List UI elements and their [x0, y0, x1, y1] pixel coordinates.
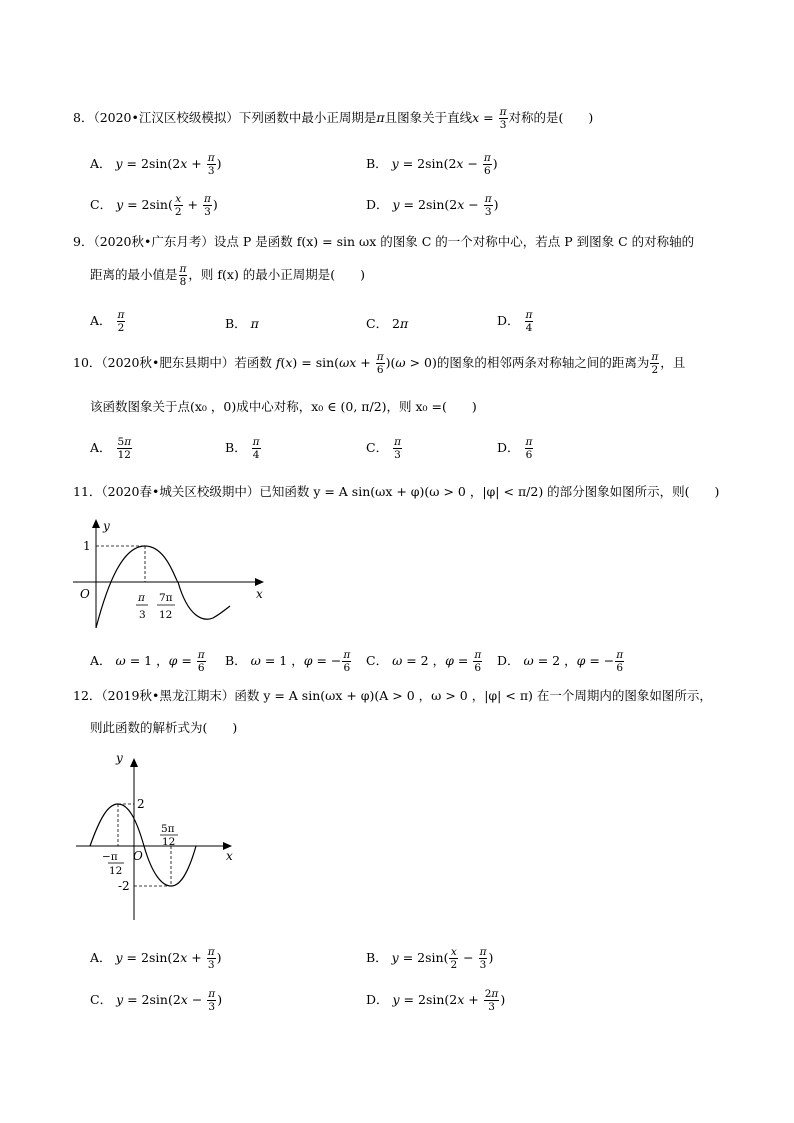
question-12-option-b[interactable]: B． y = 2sin( $\frac{x}{2}$ − $\frac{\pi}{3}$ ) [366, 946, 494, 971]
question-11-stem: 11．（2020春•城关区校级期中）已知函数 y = A sin(ωx + φ)(ω > 0 ，|φ| < π/2) 的部分图象如图所示，则( ) [73, 484, 720, 499]
x-label: x [256, 587, 263, 601]
x-label: x [226, 849, 233, 863]
tick-neg-pi-over-12-num: −π [102, 851, 118, 863]
question-8-option-b[interactable]: B． y = 2sin(2x − $\frac{\pi}{6}$ ) [366, 152, 498, 177]
question-8-option-c[interactable]: C． y = 2sin( $\frac{x}{2}$ + $\frac{\pi}{3}$ ) [90, 193, 218, 218]
tick-pi-over-3-den: 3 [139, 609, 146, 621]
question-10-option-b[interactable]: B． $\frac{\pi}{4}$ [225, 436, 260, 461]
question-10-line-1: 10．（2020秋•肥东县期中）若函数 f(x) = sin(ωx + $\frac{\pi}{6}$ )(ω > 0)的图象的相邻两条对称轴之间的距离为 $\frac{\pi}{2}$ ，且 [73, 351, 686, 376]
tick-5pi-over-12-den: 12 [162, 836, 176, 848]
question-11-graph [68, 512, 278, 637]
y-axis-arrow [92, 519, 100, 528]
tick-bottom: -2 [118, 879, 130, 893]
tick-top: 2 [137, 797, 145, 811]
tick-5pi-over-12-num: 5π [161, 823, 175, 835]
y-label: y [116, 751, 123, 765]
question-12-option-c[interactable]: C． y = 2sin(2x − $\frac{\pi}{3}$ ) [90, 988, 223, 1013]
origin-label: O [133, 849, 143, 863]
question-10-line-2: 该函数图象关于点(x₀ ，0)成中心对称，x₀ ∈ (0, π/2)，则 x₀ =( ) [90, 399, 477, 414]
question-12-option-a[interactable]: A． y = 2sin(2x + $\frac{\pi}{3}$ ) [90, 946, 222, 971]
question-11-option-b[interactable]: B． ω = 1 ，φ = − $\frac{\pi}{6}$ [225, 649, 351, 674]
question-9-option-c[interactable]: C． 2π [366, 316, 409, 331]
question-11-option-c[interactable]: C． ω = 2 ，φ = $\frac{\pi}{6}$ [366, 649, 482, 674]
question-10-option-c[interactable]: C． $\frac{\pi}{3}$ [366, 436, 401, 461]
question-12-line-1: 12．（2019秋•黑龙江期末）函数 y = A sin(ωx + φ)(A > 0 ，ω > 0 ，|φ| < π) 在一个周期内的图象如图所示， [73, 688, 712, 703]
tick-7pi-over-12-num: 7π [159, 592, 173, 604]
question-8-option-d[interactable]: D． y = 2sin(2x − $\frac{\pi}{3}$ ) [366, 193, 499, 218]
question-9-line-2: 距离的最小值是 $\frac{\pi}{8}$ ，则 f(x) 的最小正周期是( ) [90, 263, 366, 288]
tick-pi-over-3-num: π [138, 592, 145, 604]
tick-one: 1 [83, 539, 91, 553]
y-axis-arrow [130, 758, 138, 767]
tick-neg-pi-over-12-den: 12 [109, 865, 123, 877]
question-8-stem: 8．（2020•江汉区校级模拟）下列函数中最小正周期是π且图象关于直线x = $\frac{\pi}{3}$ 对称的是( ) [73, 106, 594, 131]
sine-curve [90, 804, 196, 886]
question-11-option-d[interactable]: D． ω = 2 ，φ = − $\frac{\pi}{6}$ [497, 649, 624, 674]
question-12-line-2: 则此函数的解析式为( ) [90, 720, 238, 735]
y-label: y [103, 519, 110, 533]
question-11-option-a[interactable]: A． ω = 1 ，φ = $\frac{\pi}{6}$ [90, 649, 205, 674]
question-9-option-d[interactable]: D． $\frac{\pi}{4}$ [497, 309, 533, 334]
question-8-option-a[interactable]: A． y = 2sin(2x + $\frac{\pi}{3}$ ) [90, 152, 222, 177]
question-10-option-a[interactable]: A． $\frac{5\pi}{12}$ [90, 436, 132, 461]
origin-label: O [80, 587, 90, 601]
question-12-graph [68, 748, 248, 928]
question-9-line-1: 9．（2020秋•广东月考）设点 P 是函数 f(x) = sin ωx 的图象 C 的一个对称中心，若点 P 到图象 C 的对称轴的 [73, 234, 695, 249]
question-9-option-a[interactable]: A． $\frac{\pi}{2}$ [90, 309, 125, 334]
question-9-option-b[interactable]: B． π [225, 316, 259, 331]
question-10-option-d[interactable]: D． $\frac{\pi}{6}$ [497, 436, 533, 461]
question-12-option-d[interactable]: D． y = 2sin(2x + $\frac{2\pi}{3}$ ) [366, 988, 506, 1013]
x-axis-arrow [255, 578, 264, 586]
tick-7pi-over-12-den: 12 [159, 609, 173, 621]
